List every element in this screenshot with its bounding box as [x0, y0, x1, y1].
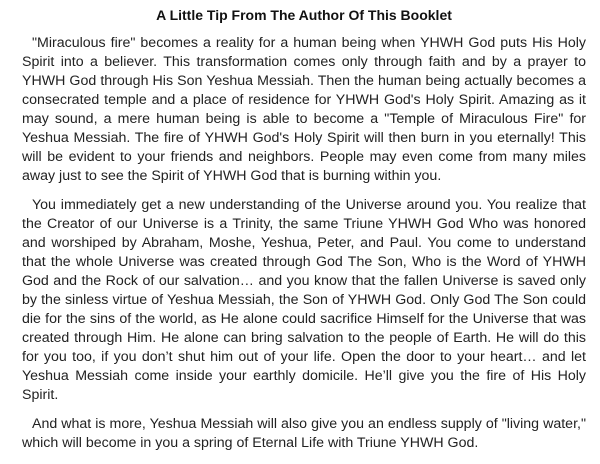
paragraph-understanding-universe: You immediately get a new understanding of the Universe around you. You realize that the Creator of our Universe is a Trinity, the same Triune YHWH God Who was honored and worshiped by Abraham, Moshe, Yeshua, Peter, and Paul. You come to understand that the whole Universe was created through God The Son, Who is the Word of YHWH God and the Rock of our salvation… and you know that the fallen Universe is saved only by the sinless virtue of Yeshua Messiah, the Son of YHWH God. Only God The Son could die for the sins of the world, as He alone could sacrifice Himself for the Universe that was created through Him. He alone can bring salvation to the people of Earth. He will do this for you too, if you don’t shut him out of your life. Open the door to your heart… and let Yeshua Messiah come inside your earthly domicile. He’ll give you the fire of His Holy Spirit.: [22, 197, 586, 403]
paragraph-living-water: And what is more, Yeshua Messiah will also give you an endless supply of "living water," which will become in you a spring of Eternal Life with Triune YHWH God.: [22, 416, 586, 451]
page-title: A Little Tip From The Author Of This Booklet: [156, 7, 452, 23]
booklet-page: [22, 6, 586, 463]
paragraph-miraculous-fire: "Miraculous fire" becomes a reality for a human being when YHWH God puts His Holy Spirit into a believer. This transformation comes only through faith and by a prayer to YHWH God through His Son Yeshua Messiah. Then the human being actually becomes a consecrated temple and a place of residence for YHWH God's Holy Spirit. Amazing as it may sound, a mere human being is able to become a "Temple of Miraculous Fire" for Yeshua Messiah. The fire of YHWH God's Holy Spirit will then burn in you eternally! This will be evident to your friends and neighbors. People may even come from many miles away just to see the Spirit of YHWH God that is burning within you.: [22, 35, 586, 184]
